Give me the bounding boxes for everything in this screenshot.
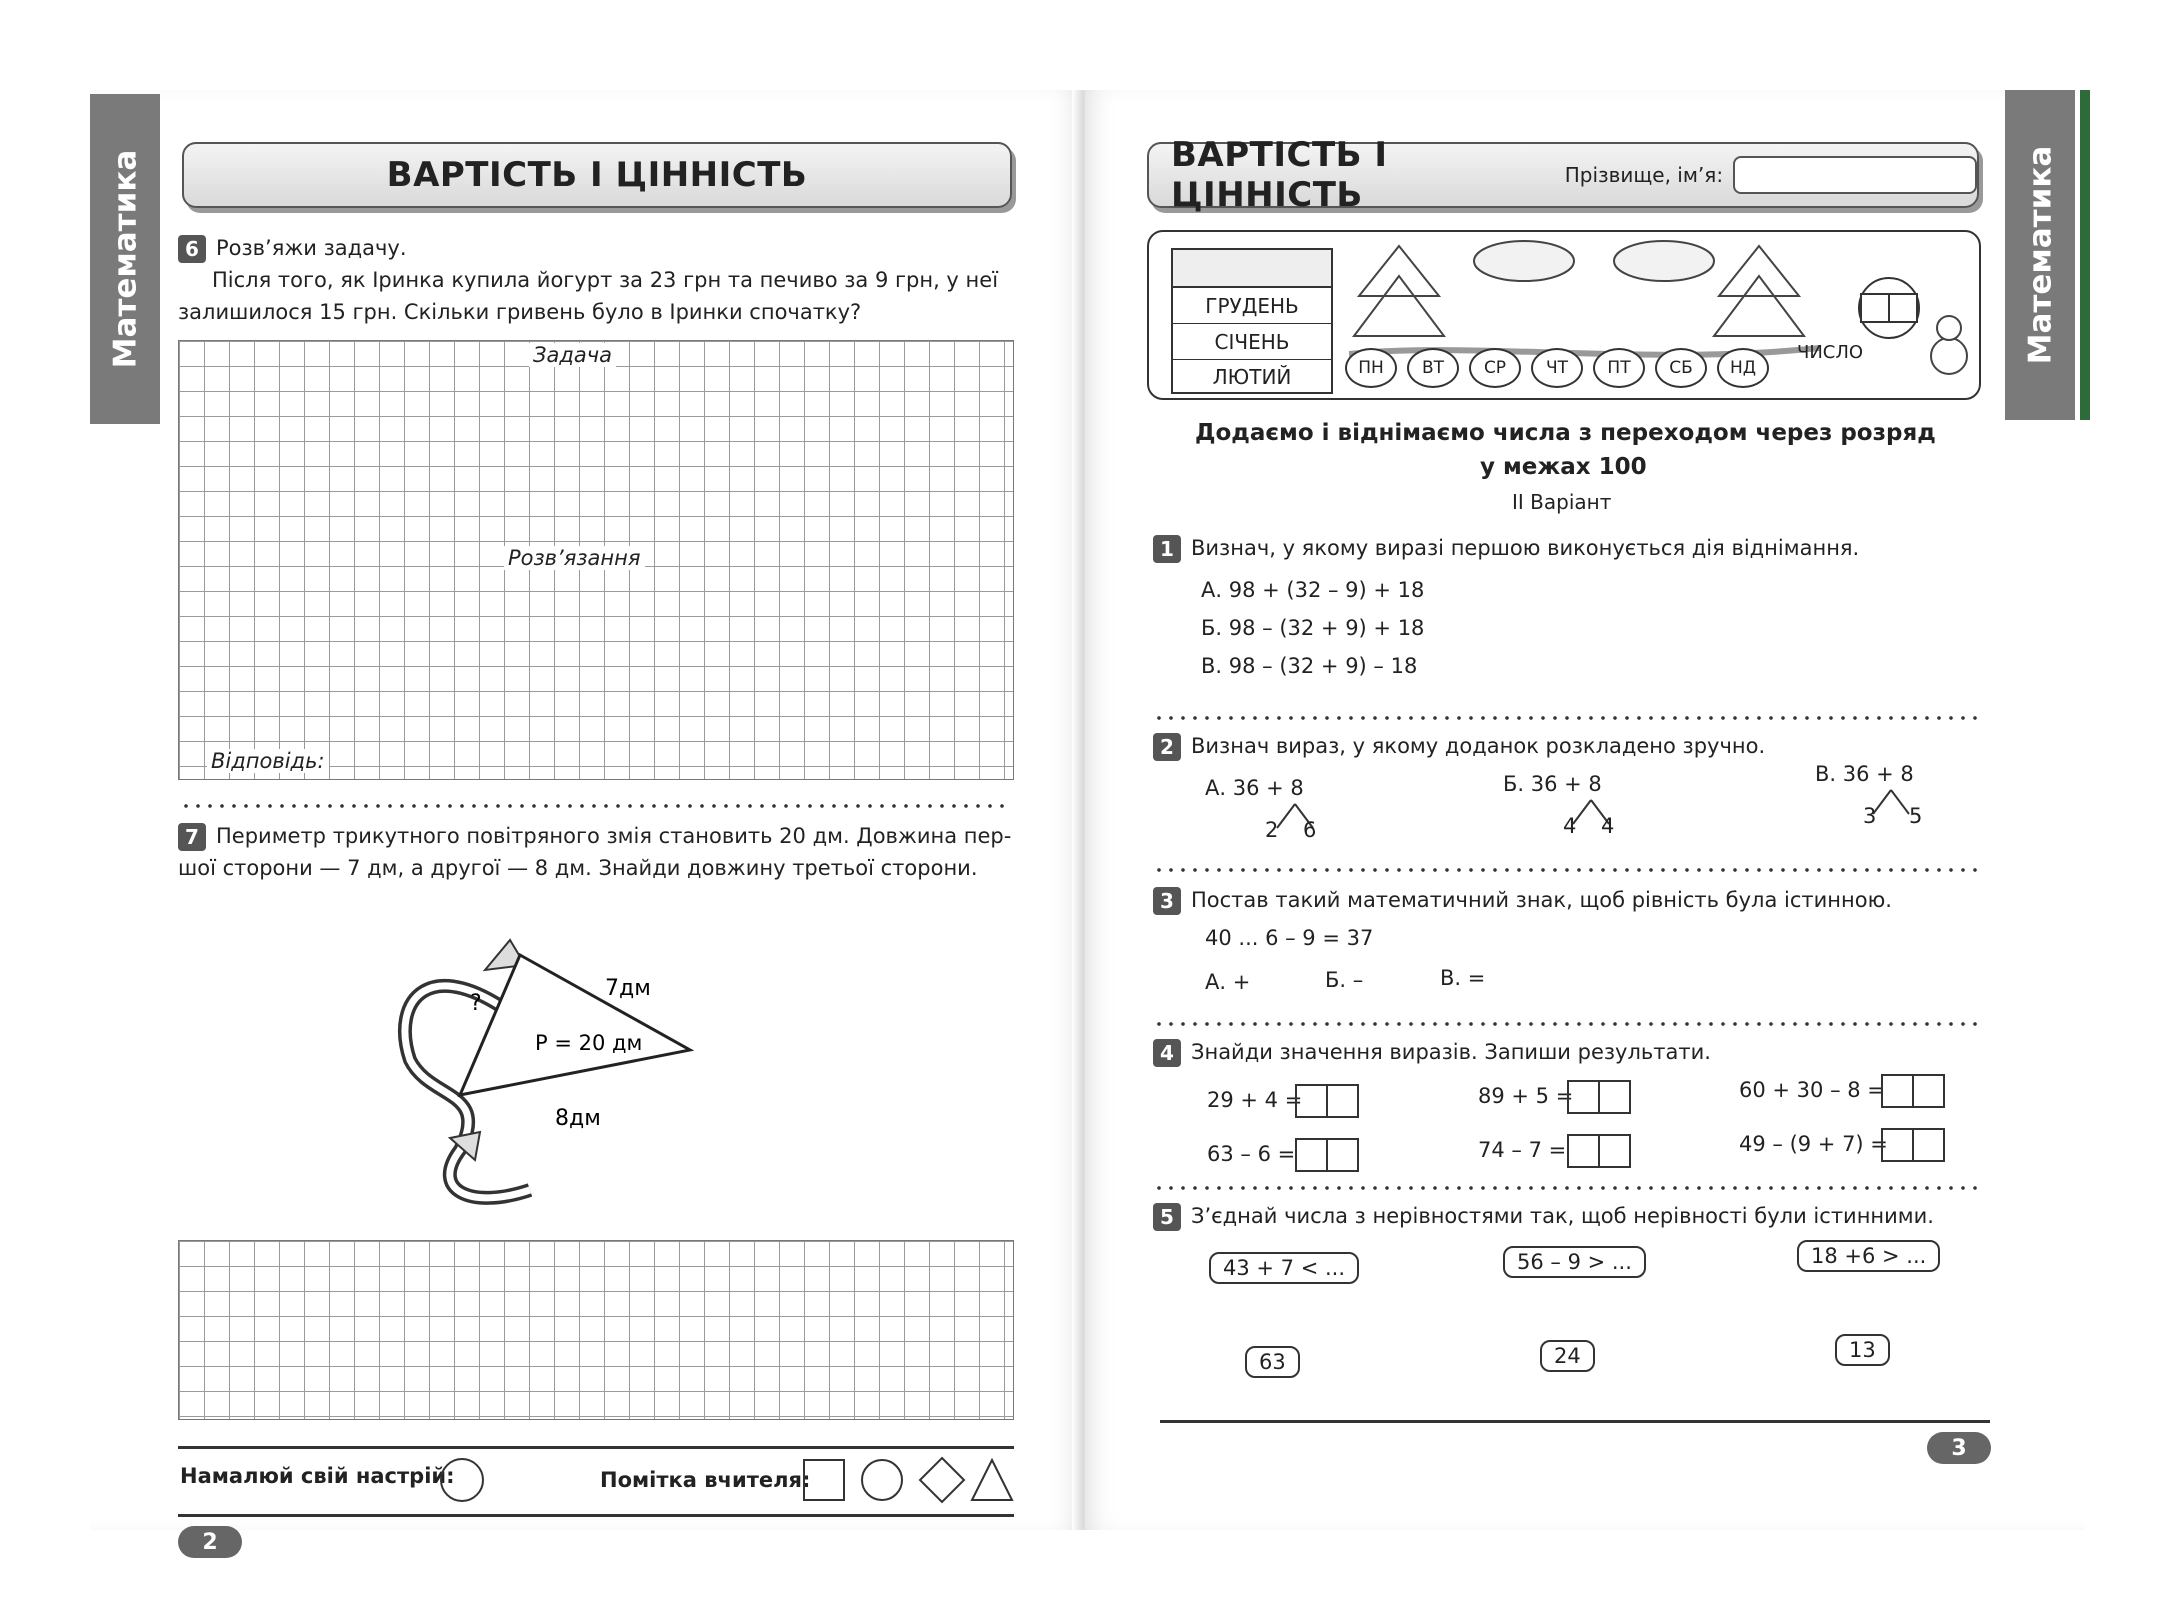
name-label: Прізвище, ім’я: [1564, 163, 1724, 187]
task2-c-part2: 5 [1909, 804, 1923, 828]
task2-option-c[interactable]: В. 36 + 8 [1815, 762, 1914, 786]
calendar-strip [1147, 230, 1981, 400]
left-page [90, 90, 1080, 1555]
subject-label: Математика [107, 149, 144, 369]
month-item[interactable]: ГРУДЕНЬ [1173, 288, 1331, 324]
kite-side1-label: 7дм [605, 976, 651, 1001]
cloud-icon [1474, 241, 1574, 281]
task6-instruction [178, 230, 407, 266]
month-item[interactable]: ЛЮТИЙ [1212, 365, 1292, 389]
page-number: 2 [178, 1526, 242, 1558]
cover-edge [2080, 90, 2090, 420]
dotted-separator [180, 804, 1012, 808]
task7-answer-grid[interactable] [178, 1240, 1014, 1420]
page-title-bar [182, 142, 1012, 208]
task-number-badge: 5 [1153, 1203, 1181, 1231]
weekday-thu[interactable]: ЧТ [1531, 348, 1583, 388]
weekday-tue[interactable]: ВТ [1407, 348, 1459, 388]
dotted-separator [1153, 1022, 1983, 1026]
dotted-separator [1153, 1186, 1983, 1190]
page-title: ВАРТІСТЬ І ЦІННІСТЬ [386, 155, 808, 195]
month-card [1171, 248, 1333, 394]
triangle-shape[interactable] [972, 1460, 1012, 1500]
task1-option-b[interactable]: Б. 98 – (32 + 9) + 18 [1201, 616, 1425, 640]
task6-text-line1: Після того, як Іринка купила йогурт за 23 грн та печиво за 9 грн, у неї [212, 268, 999, 292]
weekday-wed[interactable]: СР [1469, 348, 1521, 388]
name-input[interactable] [1733, 156, 1977, 194]
teacher-mark-label: Помітка вчителя: [600, 1468, 811, 1492]
month-card-header [1173, 250, 1331, 288]
grid-label-solution: Розв’язання [504, 546, 645, 570]
weekday-sat[interactable]: СБ [1655, 348, 1707, 388]
task2-a-part2: 6 [1303, 818, 1317, 842]
kite-triangle [460, 955, 690, 1095]
number-option-2[interactable]: 24 [1540, 1340, 1595, 1372]
task4-expr-2: 89 + 5 = [1478, 1084, 1574, 1108]
answer-box[interactable] [1567, 1080, 1631, 1114]
dotted-separator [1153, 716, 1983, 720]
square-shape[interactable] [804, 1460, 844, 1500]
task1-question [1153, 530, 1859, 566]
grid-label-answer: Відповідь: [207, 749, 329, 773]
kite-figure [390, 890, 910, 1220]
task-number-badge: 1 [1153, 535, 1181, 563]
answer-box[interactable] [1567, 1134, 1631, 1168]
grid-label-task: Задача [529, 343, 616, 367]
task4-expr-1: 29 + 4 = [1207, 1088, 1303, 1112]
cloud-icon [1614, 241, 1714, 281]
task1-text: Визнач, у якому виразі першою виконується дія віднімання. [1191, 536, 1860, 560]
task4-expr-4: 63 – 6 = [1207, 1142, 1296, 1166]
task-number-badge: 6 [178, 235, 206, 263]
inequality-3[interactable]: 18 +6 > ... [1797, 1240, 1940, 1272]
weekday-fri[interactable]: ПТ [1593, 348, 1645, 388]
number-option-1[interactable]: 63 [1245, 1346, 1300, 1378]
task5-question [1153, 1198, 1934, 1234]
footer-line [1160, 1420, 1990, 1423]
task2-c-part1: 3 [1863, 804, 1877, 828]
answer-box[interactable] [1881, 1128, 1945, 1162]
task-number-badge: 7 [178, 823, 206, 851]
month-item[interactable]: СІЧЕНЬ [1173, 324, 1331, 360]
task4-expr-3: 60 + 30 – 8 = [1739, 1078, 1885, 1102]
variant-label: ІІ Варіант [1512, 490, 1612, 514]
task1-option-a[interactable]: А. 98 + (32 – 9) + 18 [1201, 578, 1425, 602]
snowman-icon [1931, 338, 1967, 374]
task6-text-line2: залишилося 15 грн. Скільки гривень було в Іринки спочатку? [178, 300, 862, 324]
right-page [1085, 90, 2085, 1530]
task3-option-a[interactable]: А. + [1205, 970, 1251, 994]
number-option-3[interactable]: 13 [1835, 1334, 1890, 1366]
task3-question [1153, 882, 1892, 918]
task2-question [1153, 728, 1765, 764]
page-title-bar [1147, 135, 1979, 215]
task4-text: Знайди значення виразів. Запиши результати. [1191, 1040, 1711, 1064]
answer-box[interactable] [1881, 1074, 1945, 1108]
task4-question [1153, 1034, 1711, 1070]
task-number-badge: 2 [1153, 733, 1181, 761]
kite-unknown-side-label: ? [470, 991, 482, 1016]
date-label: ЧИСЛО [1797, 342, 1864, 363]
task4-expr-5: 74 – 7 = [1478, 1138, 1567, 1162]
diamond-shape[interactable] [920, 1458, 964, 1502]
task2-option-a[interactable]: А. 36 + 8 [1205, 776, 1304, 800]
kite-perimeter-label: P = 20 дм [535, 1031, 643, 1055]
task2-b-part1: 4 [1563, 814, 1577, 838]
task5-text: З’єднай числа з нерівностями так, щоб нерівності були істинними. [1191, 1204, 1934, 1228]
task2-option-b[interactable]: Б. 36 + 8 [1503, 772, 1602, 796]
subject-label: Математика [2022, 145, 2059, 365]
task1-option-c[interactable]: В. 98 – (32 + 9) – 18 [1201, 654, 1418, 678]
task2-b-part2: 4 [1601, 814, 1615, 838]
mood-circle[interactable] [438, 1456, 486, 1504]
page-number: 3 [1927, 1432, 1991, 1464]
kite-side2-label: 8дм [555, 1106, 601, 1131]
dotted-separator [1153, 868, 1983, 872]
task6-instruction-text: Розв’яжи задачу. [216, 236, 407, 260]
task4-expr-6: 49 – (9 + 7) = [1739, 1132, 1888, 1156]
task2-text: Визнач вираз, у якому доданок розкладено зручно. [1191, 734, 1766, 758]
task3-text: Постав такий математичний знак, щоб рівність була істинною. [1191, 888, 1892, 912]
mood-label: Намалюй свій настрій: [180, 1464, 455, 1488]
task3-equation: 40 ... 6 – 9 = 37 [1205, 926, 1374, 950]
task7-line1 [178, 818, 1011, 854]
subject-side-tab [90, 94, 160, 424]
teacher-mark-shapes[interactable] [802, 1456, 1014, 1504]
subject-side-tab [2005, 90, 2075, 420]
task3-option-c[interactable]: В. = [1440, 966, 1486, 990]
weekday-sun[interactable]: НД [1717, 348, 1769, 388]
task6-answer-grid[interactable] [178, 340, 1014, 780]
task7-text-line1: Периметр трикутного повітряного змія становить 20 дм. Довжина пер- [216, 824, 1012, 848]
inequality-2[interactable]: 56 – 9 > ... [1503, 1246, 1646, 1278]
tree-icon [1719, 246, 1799, 296]
inequality-1[interactable]: 43 + 7 < ... [1209, 1252, 1359, 1284]
task7-text-line2: шої сторони — 7 дм, а другої — 8 дм. Знайди довжину третьої сторони. [178, 856, 978, 880]
footer-line [178, 1446, 1014, 1449]
footer-line-bottom [178, 1514, 1014, 1517]
circle-shape[interactable] [862, 1460, 902, 1500]
tree-icon [1359, 246, 1439, 296]
answer-box[interactable] [1295, 1084, 1359, 1118]
task3-option-b[interactable]: Б. – [1325, 968, 1364, 992]
topic-heading-line1: Додаємо і віднімаємо числа з переходом через розряд [1195, 420, 1936, 446]
page-title: ВАРТІСТЬ І ЦІННІСТЬ [1171, 135, 1388, 215]
weekday-mon[interactable]: ПН [1345, 348, 1397, 388]
task2-a-part1: 2 [1265, 818, 1279, 842]
task-number-badge: 4 [1153, 1039, 1181, 1067]
answer-box[interactable] [1295, 1138, 1359, 1172]
topic-heading-line2: у межах 100 [1480, 454, 1647, 480]
task-number-badge: 3 [1153, 887, 1181, 915]
